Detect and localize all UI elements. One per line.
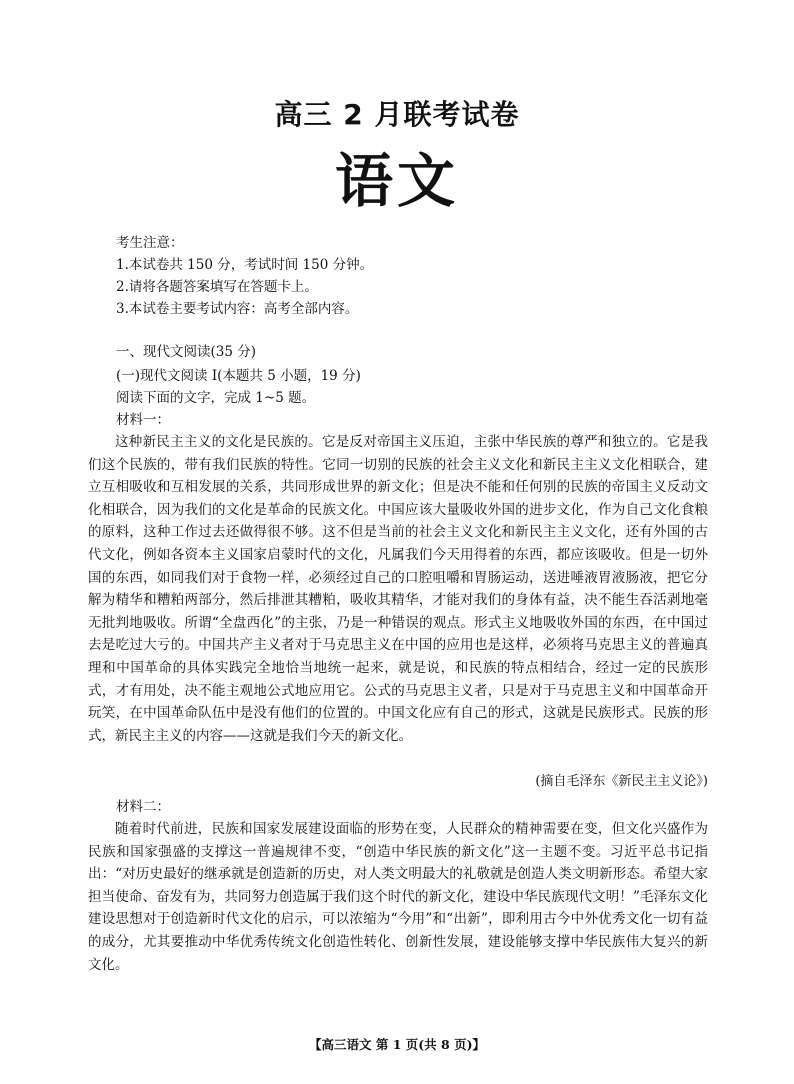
material-two-label: 材料二：: [116, 799, 170, 815]
material-one-label: 材料一：: [116, 412, 170, 428]
candidate-notes: [116, 232, 373, 320]
section-heading: 一、现代文阅读(35 分): [116, 344, 257, 360]
page-footer: 【高三语文 第 1 页(共 8 页)】: [309, 1037, 485, 1052]
notes-item: 3.本试卷主要考试内容：高考全部内容。: [116, 301, 359, 317]
notes-item: 1.本试卷共 150 分，考试时间 150 分钟。: [116, 257, 374, 273]
exam-title: 高三 2 月联考试卷: [274, 98, 520, 131]
subject-title: 语文: [334, 147, 459, 215]
material-one-text: 这种新民主主义的文化是民族的。它是反对帝国主义压迫，主张中华民族的尊严和独立的。它是我们这个民族的，带有我们民族的特性。它同一切别的民族的社会主义文化和新民主主义文化相联合，建立互相吸收和互相发展的关系，共同形成世界的新文化；但是决不能和任何别的民族的帝国主义反动文化相联合，因为我们的文化是革命的民族文化。中国应该大量吸收外国的进步文化，作为自己文化食粮的原料，这种工作过去还做得很不够。这不但是当前的社会主义文化和新民主主义文化，还有外国的古代文化，例如各资本主义国家启蒙时代的文化，凡属我们今天用得着的东西，都应该吸收。但是一切外国的东西，如同我们对于食物一样，必须经过自己的口腔咀嚼和胃肠运动，送进唾液胃液肠液，把它分解为精华和糟粕两部分，然后排泄其糟粕，吸收其精华，才能对我们的身体有益，决不能生吞活剥地毫无批判地吸收。所谓“全盘西化”的主张，乃是一种错误的观点。形式主义地吸收外国的东西，在中国过去是吃过大亏的。中国共产主义者对于马克思主义在中国的应用也是这样，必须将马克思主义的普遍真理和中国革命的具体实践完全地恰当地统一起来，就是说，和民族的特点相结合，经过一定的民族形式，才有用处，决不能主观地公式地应用它。公式的马克思主义者，只是对于马克思主义和中国革命开玩笑，在中国革命队伍中是没有他们的位置的。中国文化应有自己的形式，这就是民族形式。民族的形式，新民主主义的内容——这就是我们今天的新文化。: [88, 434, 708, 744]
notes-item: 2.请将各题答案填写在答题卡上。: [116, 279, 318, 295]
notes-heading: 考生注意：: [116, 235, 184, 251]
subsection-heading: (一)现代文阅读 Ⅰ(本题共 5 小题，19 分): [116, 368, 361, 384]
material-one-source: (摘自毛泽东《新民主主义论》): [535, 774, 708, 789]
material-two-text: 随着时代前进，民族和国家发展建设面临的形势在变，人民群众的精神需要在变，但文化兴盛作为民族和国家强盛的支撑这一普遍规律不变，“创造中华民族的新文化”这一主题不变。习近平总书记指出：“对历史最好的继承就是创造新的历史，对人类文明最大的礼敬就是创造人类文明新形态。希望大家担当使命、奋发有为，共同努力创造属于我们这个时代的新文化，建设中华民族现代文明！”毛泽东文化建设思想对于创造新时代文化的启示，可以浓缩为“今用”和“出新”，即利用古今中外优秀文化一切有益的成分，尤其要推动中华优秀传统文化创造性转化、创新性发展，建设能够支撑中华民族伟大复兴的新文化。: [88, 821, 708, 973]
reading-instruction: 阅读下面的文字，完成 1~5 题。: [116, 390, 316, 406]
